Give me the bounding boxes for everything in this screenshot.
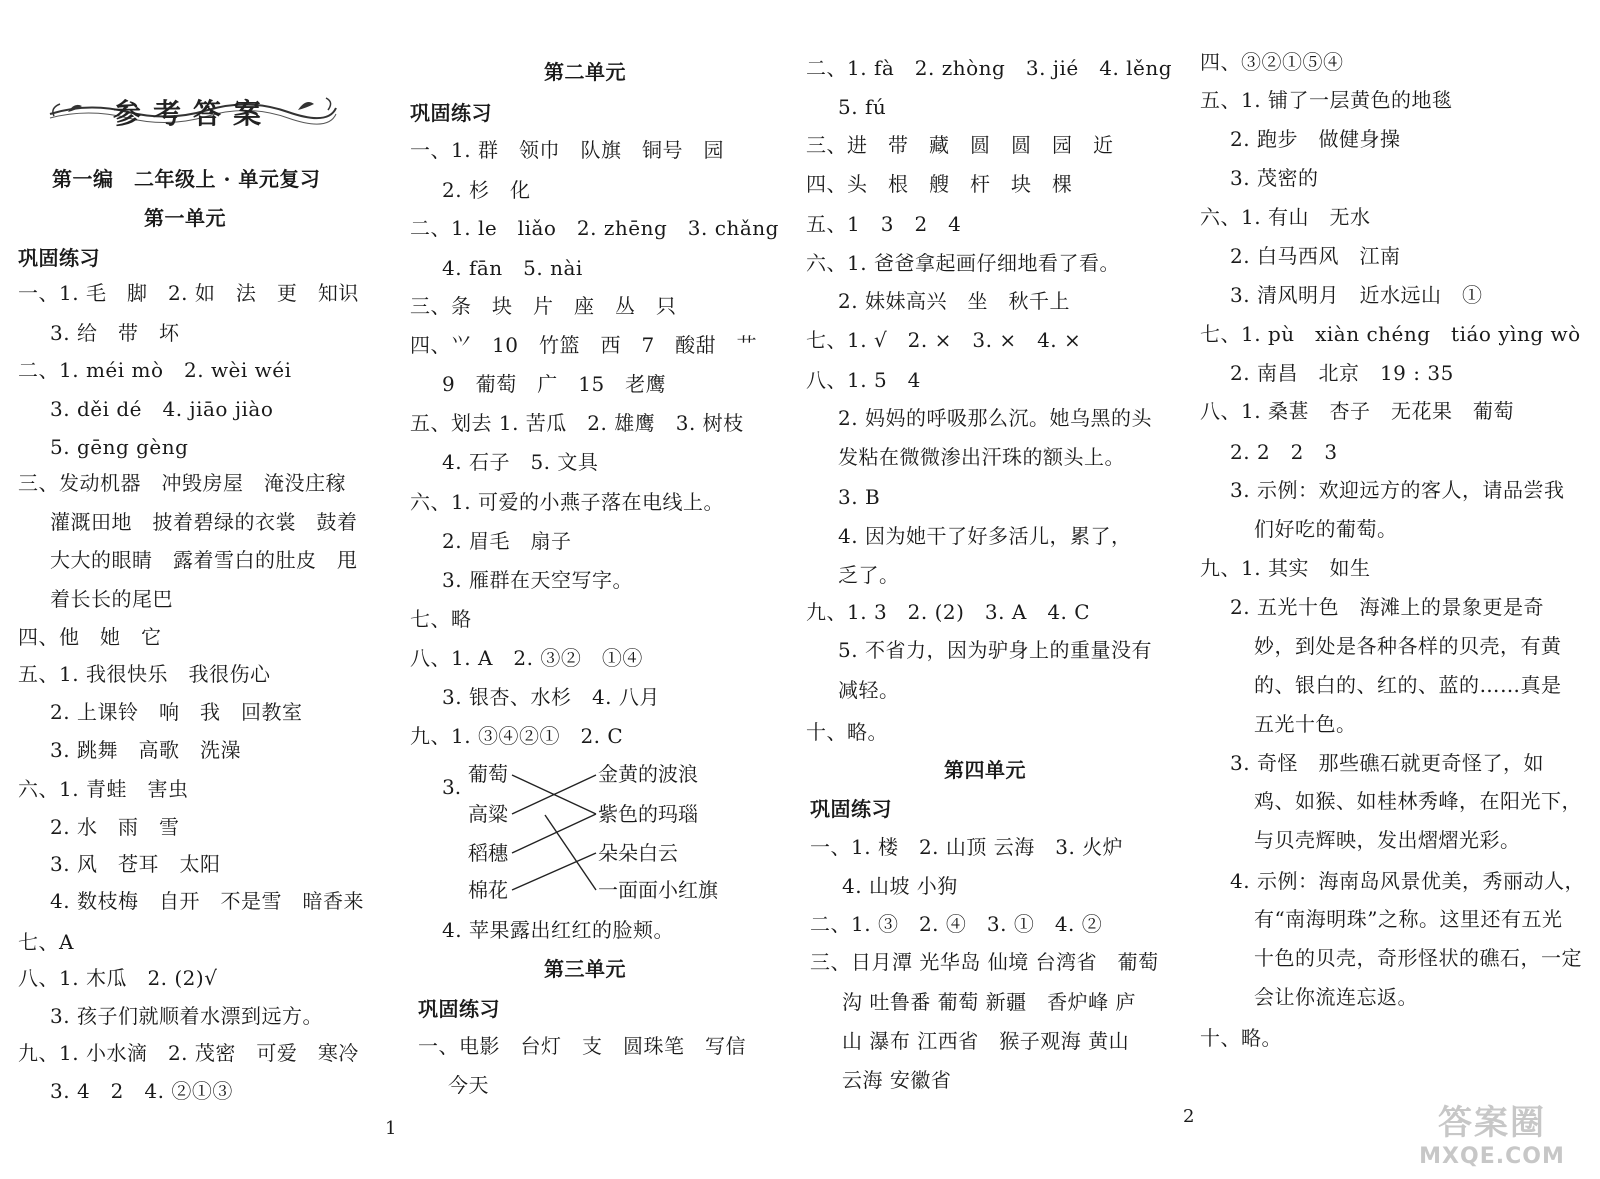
answer-line: 一、1. 毛 脚 2. 如 法 更 知识 [18,281,359,305]
unit-heading: 第一单元 [144,206,226,230]
matching-left-item: 高粱 [468,802,508,826]
section-heading: 巩固练习 [18,246,100,270]
matching-right-item: 一面面小红旗 [598,878,718,902]
answer-line: 3. 清风明月 近水远山 ① [1230,283,1483,307]
answer-line: 四、头 根 艘 杆 块 棵 [806,172,1073,196]
answer-line: 二、1. ③ 2. ④ 3. ① 4. ② [810,912,1103,936]
unit-heading: 第四单元 [944,758,1026,782]
answer-line: 二、1. méi mò 2. wèi wéi [18,358,292,382]
section-heading: 巩固练习 [418,997,500,1021]
answer-line: 九、1. 小水滴 2. 茂密 可爱 寒冷 [18,1041,359,1065]
answer-line: 2. 上课铃 响 我 回教室 [50,700,303,724]
answer-line: 七、A [18,930,74,954]
answer-line: 八、1. 木瓜 2. (2)√ [18,966,218,990]
answer-line: 2. 南昌 北京 19 : 35 [1230,361,1454,385]
page-number: 1 [385,1118,397,1139]
answer-line: 3. 4 2 4. ②①③ [50,1079,233,1103]
answer-line: 二、1. fà 2. zhòng 3. jié 4. lěng [806,56,1173,80]
answer-line: 三、进 带 藏 圆 圆 园 近 [806,133,1114,157]
answer-line: 9 葡萄 广 15 老鹰 [442,372,667,396]
answer-line: 着长长的尾巴 [50,587,173,611]
answer-line: 九、1. 3 2. (2) 3. A 4. C [806,600,1091,624]
answer-line: 4. 因为她干了好多活儿，累了， [838,524,1132,548]
answer-line: 五、1 3 2 4 [806,212,962,236]
answer-line: 2. 妹妹高兴 坐 秋千上 [838,289,1070,313]
answer-line: 发粘在微微渗出汗珠的额头上。 [838,445,1125,469]
answer-line: 4. 示例：海南岛风景优美，秀丽动人， [1230,869,1585,893]
answer-line: 4. 山坡 小狗 [842,874,958,898]
answer-line: 四、他 她 它 [18,625,162,649]
answer-line: 一、电影 台灯 支 圆珠笔 写信 [418,1034,746,1058]
answer-line: 八、1. 5 4 [806,368,921,392]
answer-line: 2. 眉毛 扇子 [442,529,572,553]
answer-line: 山 瀑布 江西省 猴子观海 黄山 [842,1029,1130,1053]
answer-line: 3. 茂密的 [1230,166,1319,190]
answer-line: 三、条 块 片 座 丛 只 [410,294,677,318]
unit-heading: 第二单元 [544,60,626,84]
answer-line: 二、1. le liǎo 2. zhēng 3. chǎng [410,216,779,240]
matching-right-item: 紫色的玛瑙 [598,802,698,826]
answer-line: 5. fú [838,95,887,119]
answer-line: 三、日月潭 光华岛 仙境 台湾省 葡萄 [810,950,1159,974]
answer-line: 四、③②①⑤④ [1200,50,1344,74]
answer-line: 3. 跳舞 高歌 洗澡 [50,738,241,762]
page-number: 2 [1183,1106,1195,1127]
answer-line: 的、银白的、红的、蓝的……真是 [1254,673,1562,697]
answer-line: 会让你流连忘返。 [1254,985,1418,1009]
answer-line: 2. 妈妈的呼吸那么沉。她乌黑的头 [838,406,1152,430]
answer-line: 八、1. A 2. ③② ①④ [410,646,643,670]
answer-line: 十、略。 [1200,1026,1282,1050]
matching-right-item: 金黄的波浪 [598,762,698,786]
answer-line: 有“南海明珠”之称。这里还有五光 [1254,907,1563,931]
answer-line: 沟 吐鲁番 葡萄 新疆 香炉峰 庐 [842,990,1136,1014]
answer-line: 3. 雁群在天空写字。 [442,568,633,592]
answer-line: 3. 银杏、水杉 4. 八月 [442,685,660,709]
answer-line: 大大的眼睛 露着雪白的肚皮 甩 [50,548,358,572]
answer-line: 4. 石子 5. 文具 [442,450,599,474]
answer-line: 七、1. pù xiàn chéng tiáo yìng wò [1200,322,1581,346]
answer-line: 五、划去 1. 苦瓜 2. 雄鹰 3. 树枝 [410,411,744,435]
section-heading: 巩固练习 [410,101,492,125]
answer-line: 五、1. 我很快乐 我很伤心 [18,662,271,686]
answer-line: 云海 安徽省 [842,1068,952,1092]
answer-line: 3. B [838,485,881,509]
answer-line: 2. 杉 化 [442,178,531,202]
edition-heading: 第一编 二年级上 · 单元复习 [52,167,321,191]
answer-line: 3. 给 带 坏 [50,321,180,345]
answer-line: 八、1. 桑葚 杏子 无花果 葡萄 [1200,399,1514,423]
answer-line: 四、⺍ 10 竹篮 西 7 酸甜 艹 [410,333,758,357]
matching-left-item: 棉花 [468,878,508,902]
answer-line: 3. 奇怪 那些礁石就更奇怪了，如 [1230,751,1544,775]
answer-line: 5. 不省力，因为驴身上的重量没有 [838,638,1152,662]
answer-line: 今天 [448,1073,489,1097]
answer-line: 七、1. √ 2. × 3. × 4. × [806,328,1082,352]
answer-line: 4. fān 5. nài [442,256,583,280]
answer-line: 3. 孩子们就顺着水漂到远方。 [50,1004,323,1028]
answer-line: 4. 数枝梅 自开 不是雪 暗香来 [50,889,364,913]
answer-line: 2. 水 雨 雪 [50,815,180,839]
answer-line: 2. 跑步 做健身操 [1230,127,1401,151]
answer-line: 一、1. 楼 2. 山顶 云海 3. 火炉 [810,835,1124,859]
answer-line: 2. 五光十色 海滩上的景象更是奇 [1230,595,1544,619]
answer-line: 妙，到处是各种各样的贝壳，有黄 [1254,634,1562,658]
answer-line: 们好吃的葡萄。 [1254,517,1398,541]
answer-line: 乏了。 [838,563,900,587]
answer-line: 3. 风 苍耳 太阳 [50,852,221,876]
matching-right-item: 朵朵白云 [598,841,678,865]
watermark-en: MXQE.COM [1419,1144,1565,1169]
answer-line: 2. 2 2 3 [1230,440,1338,464]
answer-line: 3. děi dé 4. jiāo jiào [50,397,274,421]
answer-line: 5. gēng gèng [50,435,189,459]
section-heading: 巩固练习 [810,797,892,821]
answer-line: 三、发动机器 冲毁房屋 淹没庄稼 [18,471,346,495]
answer-line: 五、1. 铺了一层黄色的地毯 [1200,88,1453,112]
answer-line: 2. 白马西风 江南 [1230,244,1401,268]
matching-line [512,814,596,853]
answer-line: 十色的贝壳，奇形怪状的礁石，一定 [1254,946,1582,970]
answer-line: 六、1. 可爱的小燕子落在电线上。 [410,490,724,514]
answer-line: 六、1. 青蛙 害虫 [18,777,189,801]
answer-line: 与贝壳辉映，发出熠熠光彩。 [1254,828,1521,852]
answer-line: 十、略。 [806,720,888,744]
answer-line: 鸡、如猴、如桂林秀峰，在阳光下， [1254,789,1582,813]
answer-line: 六、1. 有山 无水 [1200,205,1371,229]
answer-line: 4. 苹果露出红红的脸颊。 [442,918,674,942]
answer-line: 九、1. ③④②① 2. C [410,724,624,748]
answer-line: 3. 示例：欢迎远方的客人，请品尝我 [1230,478,1565,502]
answer-line: 九、1. 其实 如生 [1200,556,1371,580]
matching-left-item: 葡萄 [468,762,508,786]
answer-line: 一、1. 群 领巾 队旗 铜号 园 [410,138,724,162]
answer-line: 灌溉田地 披着碧绿的衣裳 鼓着 [50,510,358,534]
unit-heading: 第三单元 [544,957,626,981]
watermark-cn: 答案圈 [1438,1103,1546,1143]
matching-left-item: 稻穗 [468,841,508,865]
answer-line: 七、略 [410,607,472,631]
matching-lines [0,0,800,920]
answer-line: 减轻。 [838,678,900,702]
site-watermark [1412,1095,1572,1169]
answer-line: 五光十色。 [1254,712,1357,736]
answer-line: 六、1. 爸爸拿起画仔细地看了看。 [806,251,1120,275]
answer-key-title: 参考答案 [112,97,273,130]
matching-number: 3. [442,775,462,799]
